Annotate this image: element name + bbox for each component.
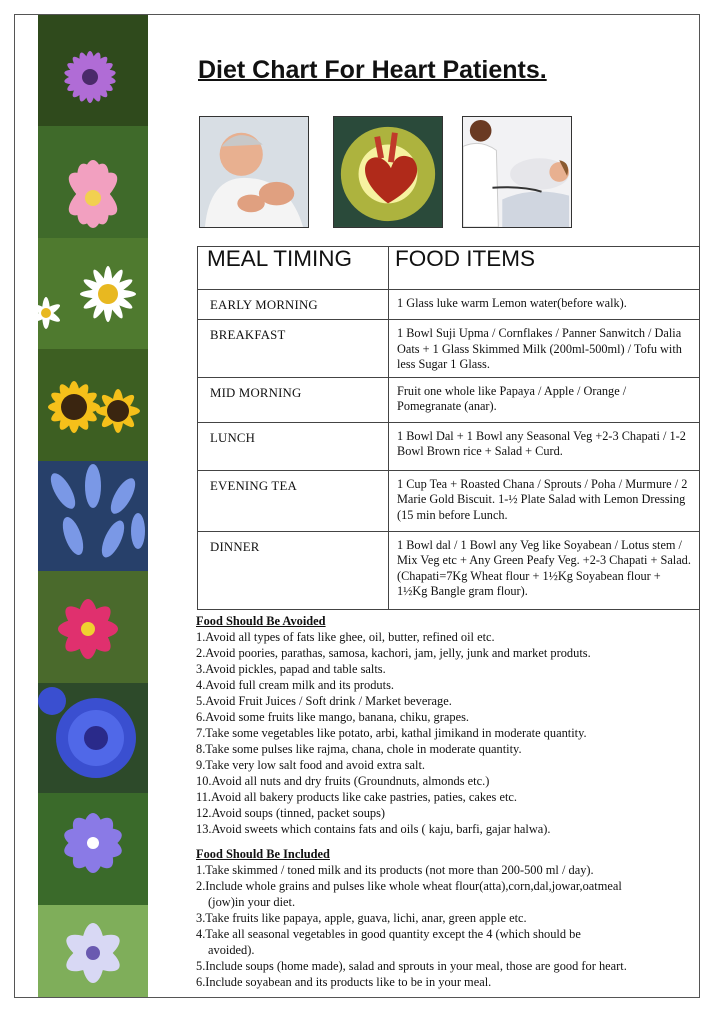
food-items-cell: Fruit one whole like Papaya / Apple / Orange / Pomegranate (anar). — [389, 377, 700, 422]
pink-cosmos-image — [38, 571, 148, 683]
table-row — [198, 422, 700, 470]
list-item: 2.Include whole grains and pulses like whole wheat flour(atta),corn,dal,jowar,oatmeal — [196, 879, 622, 893]
list-item: 6.Avoid some fruits like mango, banana, chiku, grapes. — [196, 710, 469, 724]
white-blue-flower-image — [38, 905, 148, 997]
meal-timing-cell: EARLY MORNING — [198, 290, 389, 320]
meal-timing-cell: DINNER — [198, 531, 389, 609]
table-row — [198, 320, 700, 378]
food-items-cell: 1 Bowl Dal + 1 Bowl any Seasonal Veg +2-3 Chapati / 1-2 Bowl Brown rice + Salad + Curd. — [389, 422, 700, 470]
diet-chart-table — [197, 246, 700, 610]
list-item: 2.Avoid poories, parathas, samosa, kachori, jam, jelly, junk and market produts. — [196, 646, 591, 660]
list-item: 3.Take fruits like papaya, apple, guava, lichi, anar, green apple etc. — [196, 911, 527, 925]
list-item: 5.Include soups (home made), salad and sprouts in your meal, those are good for heart. — [196, 959, 627, 973]
meal-timing-header: MEAL TIMING — [198, 247, 389, 290]
doctor-patient-photo — [462, 116, 572, 228]
food-items-cell: 1 Glass luke warm Lemon water(before walk). — [389, 290, 700, 320]
list-item-continuation: avoided). — [208, 943, 255, 957]
list-item: 4.Avoid full cream milk and its produts. — [196, 678, 394, 692]
meal-timing-cell: EVENING TEA — [198, 470, 389, 531]
purple-daisy-image — [38, 15, 148, 126]
list-item: 9.Take very low salt food and avoid extra salt. — [196, 758, 425, 772]
list-item-continuation: (jow)in your diet. — [208, 895, 296, 909]
list-item: 12.Avoid soups (tinned, packet soups) — [196, 806, 386, 820]
list-item: 7.Take some vegetables like potato, arbi, kathal jimikand in moderate quantity. — [196, 726, 587, 740]
list-item: 1.Take skimmed / toned milk and its products (not more than 200-500 ml / day). — [196, 863, 594, 877]
included-heading: Food Should Be Included — [196, 847, 330, 861]
heart-illustration-photo — [333, 116, 443, 228]
pink-lotus-image — [38, 126, 148, 238]
list-item: 5.Avoid Fruit Juices / Soft drink / Market beverage. — [196, 694, 452, 708]
list-item: 13.Avoid sweets which contains fats and oils ( kaju, barfi, gajar halwa). — [196, 822, 551, 836]
food-items-header: FOOD ITEMS — [389, 247, 700, 290]
meal-timing-cell: LUNCH — [198, 422, 389, 470]
white-daisy-image — [38, 238, 148, 349]
page-title: Diet Chart For Heart Patients. — [198, 56, 547, 84]
sunflower-image — [38, 349, 148, 461]
list-item: 8.Take some pulses like rajma, chana, chole in moderate quantity. — [196, 742, 522, 756]
flower-strip — [38, 15, 148, 997]
avoided-section — [196, 613, 706, 837]
blue-agapanthus-image — [38, 461, 148, 571]
list-item: 1.Avoid all types of fats like ghee, oil, butter, refined oil etc. — [196, 630, 495, 644]
list-item: 4.Take all seasonal vegetables in good quantity except the 4 (which should be — [196, 927, 581, 941]
table-row — [198, 531, 700, 609]
table-row — [198, 290, 700, 320]
blue-cornflower-image — [38, 683, 148, 793]
meal-timing-cell: BREAKFAST — [198, 320, 389, 378]
table-header-row — [198, 247, 700, 290]
meal-timing-cell: MID MORNING — [198, 377, 389, 422]
heart-attack-man-photo — [199, 116, 309, 228]
table-row — [198, 377, 700, 422]
list-item: 10.Avoid all nuts and dry fruits (Groundnuts, almonds etc.) — [196, 774, 490, 788]
list-item: 3.Avoid pickles, papad and table salts. — [196, 662, 386, 676]
list-item: 11.Avoid all bakery products like cake pastries, paties, cakes etc. — [196, 790, 518, 804]
food-items-cell: 1 Cup Tea + Roasted Chana / Sprouts / Poha / Murmure / 2 Marie Gold Biscuit. 1-½ Plate Salad with Lemon Dressing (15 min before Lunch. — [389, 470, 700, 531]
food-items-cell: 1 Bowl Suji Upma / Cornflakes / Panner Sanwitch / Dalia Oats + 1 Glass Skimmed Milk (200ml-500ml) / Tofu with less Sugar 1 Glass. — [389, 320, 700, 378]
avoided-heading: Food Should Be Avoided — [196, 614, 326, 628]
periwinkle-image — [38, 793, 148, 905]
food-items-cell: 1 Bowl dal / 1 Bowl any Veg like Soyabean / Lotus stem / Mix Veg etc + Any Green Peafy Veg. +2-3 Chapati + Salad. (Chapati=7Kg Wheat flour + 1½Kg Soyabean flour + 1½Kg Bangle gram flour). — [389, 531, 700, 609]
table-row — [198, 470, 700, 531]
included-section — [196, 846, 706, 990]
list-item: 6.Include soyabean and its products like to be in your meal. — [196, 975, 492, 989]
